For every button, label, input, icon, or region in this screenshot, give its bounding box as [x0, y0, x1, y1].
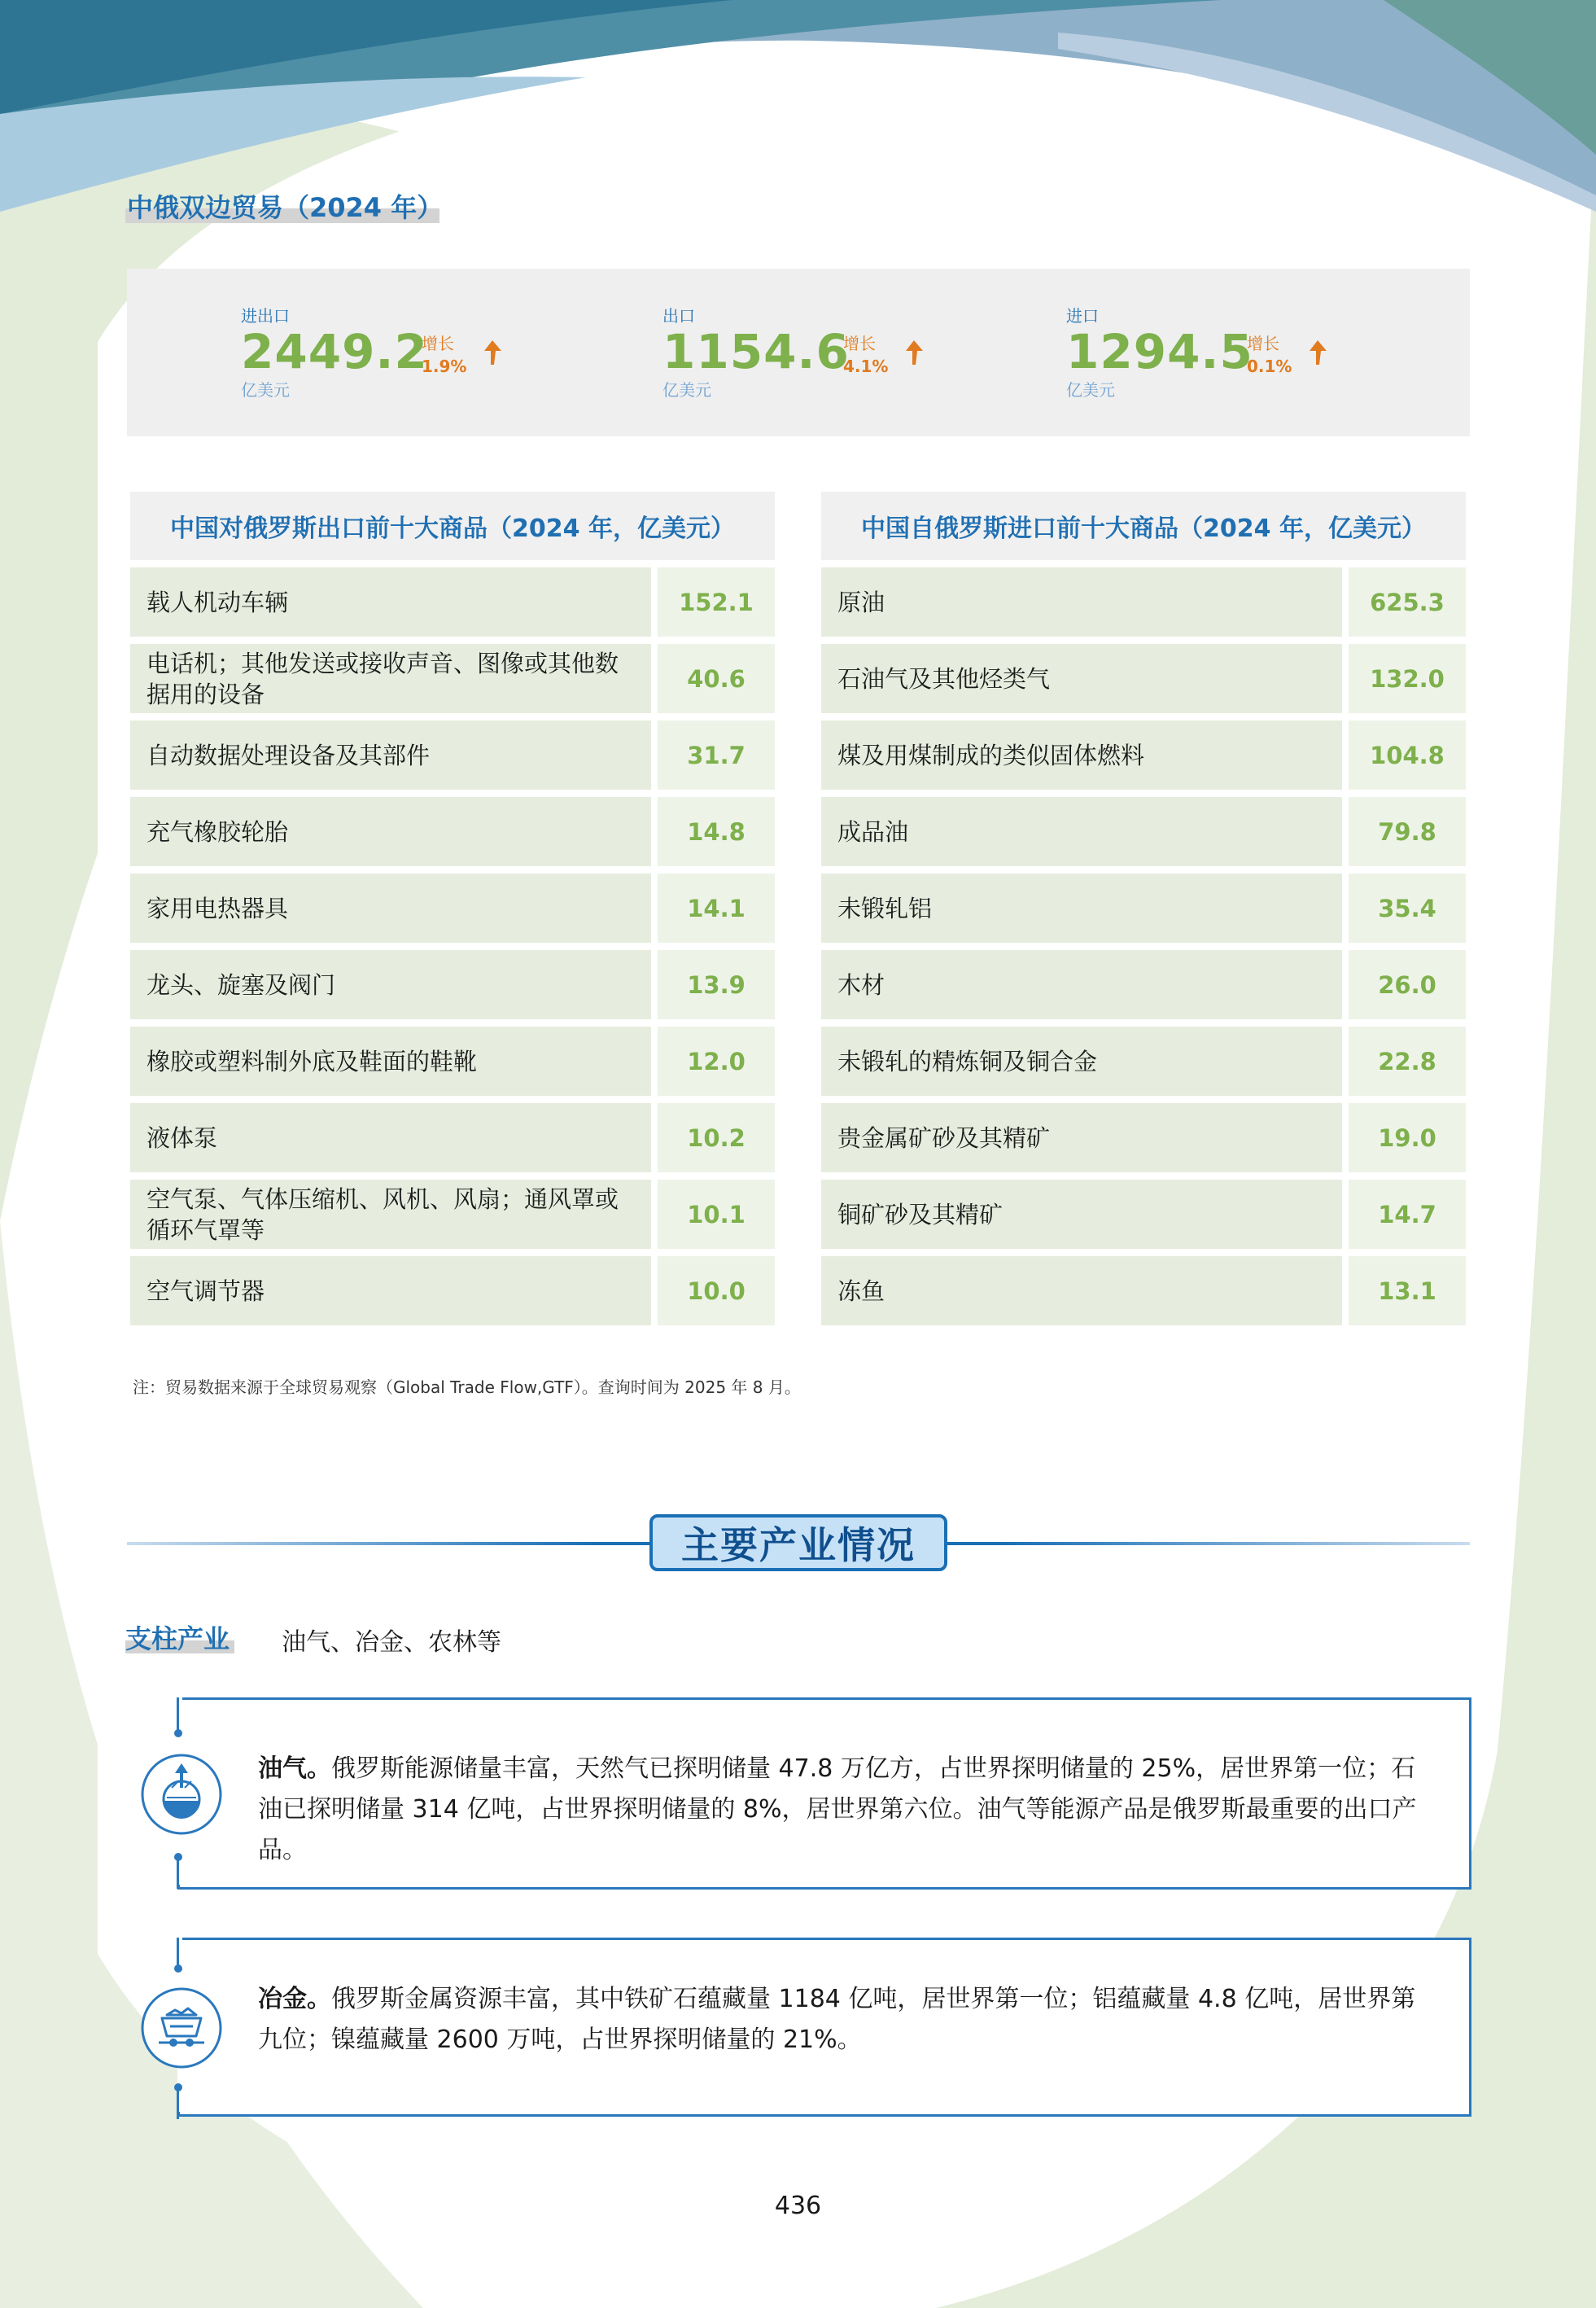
row-name: 橡胶或塑料制外底及鞋面的鞋靴 — [130, 1027, 651, 1096]
row-name: 载人机动车辆 — [130, 567, 651, 637]
arrow-up-icon — [1307, 339, 1328, 366]
stat-unit: 亿美元 — [241, 380, 290, 400]
arrow-up-icon — [903, 339, 925, 366]
row-name: 原油 — [821, 567, 1342, 637]
pillar-industry-label: 支柱产业 — [125, 1623, 230, 1654]
stat-growth — [1247, 332, 1292, 378]
stat-growth — [422, 332, 466, 378]
row-value: 14.1 — [658, 874, 775, 943]
table-row — [130, 720, 775, 790]
row-name: 家用电热器具 — [130, 874, 651, 943]
stat-label: 出口 — [662, 306, 695, 326]
row-name: 木材 — [821, 950, 1342, 1019]
table-row — [130, 1256, 775, 1325]
table-row — [821, 1027, 1466, 1096]
pillar-industry-text: 油气、冶金、农林等 — [282, 1628, 501, 1657]
connector-dot — [174, 1729, 182, 1737]
table-row — [821, 1180, 1466, 1249]
row-value: 10.0 — [658, 1256, 775, 1325]
mine-cart-icon — [139, 1986, 224, 2070]
source-note: 注：贸易数据来源于全球贸易观察（Global Trade Flow,GTF）。查询时间为 2025 年 8 月。 — [133, 1377, 801, 1397]
card-heading: 油气。 — [258, 1754, 331, 1783]
card-text — [258, 1749, 1440, 1871]
row-name: 空气泵、气体压缩机、风机、风扇；通风罩或循环气罩等 — [130, 1180, 651, 1249]
table-row — [821, 1103, 1466, 1172]
stat-import — [1066, 303, 1292, 401]
trade-stats-panel — [127, 269, 1470, 436]
table-row — [130, 1027, 775, 1096]
table-row — [130, 1103, 775, 1172]
export-table-title: 中国对俄罗斯出口前十大商品（2024 年，亿美元） — [130, 492, 775, 560]
table-row — [130, 1180, 775, 1249]
row-name: 未锻轧的精炼铜及铜合金 — [821, 1027, 1342, 1096]
industry-section-header: 主要产业情况 — [649, 1514, 947, 1571]
stat-growth — [843, 332, 888, 378]
row-value: 13.1 — [1349, 1256, 1466, 1325]
stat-value: 1294.5 — [1066, 324, 1253, 379]
row-name: 电话机；其他发送或接收声音、图像或其他数据用的设备 — [130, 644, 651, 713]
row-name: 贵金属矿砂及其精矿 — [821, 1103, 1342, 1172]
table-row — [130, 567, 775, 637]
table-row — [821, 644, 1466, 713]
page-number: 436 — [774, 2192, 822, 2220]
import-table-title: 中国自俄罗斯进口前十大商品（2024 年，亿美元） — [821, 492, 1466, 560]
growth-label: 增长 — [843, 334, 876, 353]
stat-label: 进口 — [1066, 306, 1099, 326]
card-text — [258, 1979, 1440, 2061]
table-row — [821, 567, 1466, 637]
row-name: 自动数据处理设备及其部件 — [130, 720, 651, 790]
stat-label: 进出口 — [241, 306, 290, 326]
connector-line — [177, 2087, 179, 2119]
row-value: 35.4 — [1349, 874, 1466, 943]
table-row — [130, 950, 775, 1019]
row-value: 31.7 — [658, 720, 775, 790]
arrow-up-icon — [482, 339, 503, 366]
import-table — [821, 492, 1466, 1325]
stat-unit: 亿美元 — [662, 380, 711, 400]
stat-value: 1154.6 — [662, 324, 850, 379]
industry-card-metallurgy — [177, 1938, 1471, 2117]
row-value: 152.1 — [658, 567, 775, 637]
table-row — [130, 644, 775, 713]
row-name: 液体泵 — [130, 1103, 651, 1172]
growth-value: 0.1% — [1247, 357, 1292, 376]
growth-label: 增长 — [1247, 334, 1279, 353]
connector-line — [177, 1856, 179, 1889]
row-name: 空气调节器 — [130, 1256, 651, 1325]
row-value: 12.0 — [658, 1027, 775, 1096]
row-value: 14.7 — [1349, 1180, 1466, 1249]
table-row — [130, 874, 775, 943]
connector-line — [177, 1697, 179, 1730]
table-row — [821, 797, 1466, 866]
row-value: 26.0 — [1349, 950, 1466, 1019]
row-name: 龙头、旋塞及阀门 — [130, 950, 651, 1019]
row-name: 煤及用煤制成的类似固体燃料 — [821, 720, 1342, 790]
table-row — [821, 874, 1466, 943]
card-body: 俄罗斯能源储量丰富，天然气已探明储量 47.8 万亿方，占世界探明储量的 25%，居世界第一位；石油已探明储量 314 亿吨，占世界探明储量的 8%，居世界第六位。油气等能源产品是俄罗斯最重要的出口产品。 — [258, 1754, 1417, 1864]
table-row — [821, 1256, 1466, 1325]
card-heading: 冶金。 — [258, 1985, 331, 2013]
row-name: 充气橡胶轮胎 — [130, 797, 651, 866]
row-value: 625.3 — [1349, 567, 1466, 637]
growth-label: 增长 — [422, 334, 454, 353]
row-name: 石油气及其他烃类气 — [821, 644, 1342, 713]
row-name: 铜矿砂及其精矿 — [821, 1180, 1342, 1249]
table-row — [130, 797, 775, 866]
stat-unit: 亿美元 — [1066, 380, 1115, 400]
row-name: 成品油 — [821, 797, 1342, 866]
row-value: 22.8 — [1349, 1027, 1466, 1096]
row-value: 10.1 — [658, 1180, 775, 1249]
row-name: 未锻轧铝 — [821, 874, 1342, 943]
growth-value: 1.9% — [422, 357, 467, 376]
row-value: 19.0 — [1349, 1103, 1466, 1172]
stat-total — [241, 303, 467, 401]
trade-section-title: 中俄双边贸易（2024 年） — [127, 192, 444, 223]
growth-value: 4.1% — [843, 357, 889, 376]
industry-card-oil-gas — [177, 1697, 1471, 1890]
row-value: 132.0 — [1349, 644, 1466, 713]
row-value: 13.9 — [658, 950, 775, 1019]
connector-dot — [174, 1964, 182, 1973]
connector-line — [177, 1938, 179, 1965]
row-value: 104.8 — [1349, 720, 1466, 790]
row-value: 40.6 — [658, 644, 775, 713]
export-table — [130, 492, 775, 1325]
card-body: 俄罗斯金属资源丰富，其中铁矿石蕴藏量 1184 亿吨，居世界第一位；铝蕴藏量 4.8 亿吨，居世界第九位；镍蕴藏量 2600 万吨，占世界探明储量的 21%。 — [258, 1985, 1416, 2054]
row-value: 79.8 — [1349, 797, 1466, 866]
row-name: 冻鱼 — [821, 1256, 1342, 1325]
table-row — [821, 720, 1466, 790]
stat-value: 2449.2 — [241, 324, 428, 379]
oil-drop-icon — [139, 1752, 224, 1837]
row-value: 10.2 — [658, 1103, 775, 1172]
stat-export — [662, 303, 889, 401]
row-value: 14.8 — [658, 797, 775, 866]
table-row — [821, 950, 1466, 1019]
